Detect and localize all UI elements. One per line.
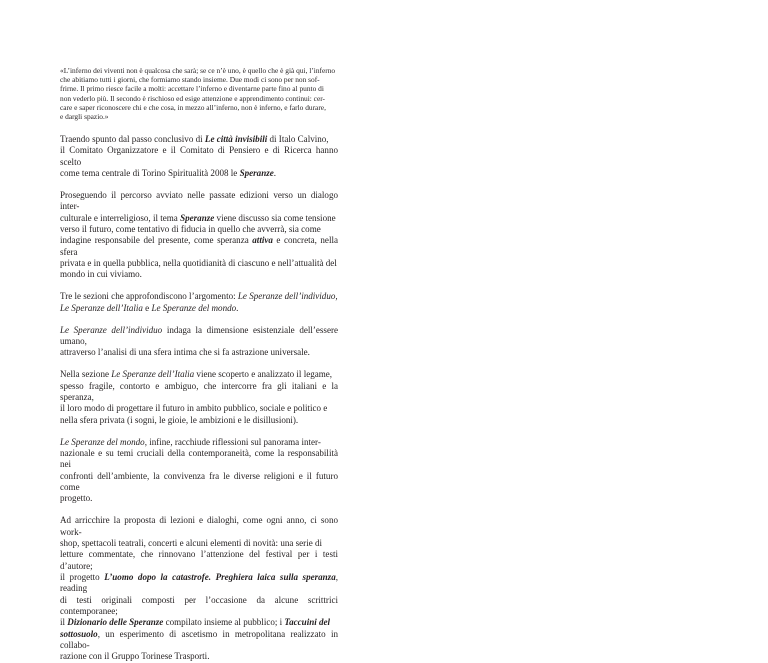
text-run: shop, spettacoli teatrali, concerti e alcuni elementi di novità: una serie di [60,537,323,548]
text-run: mondo in cui viviamo. [60,269,142,280]
quote-line: e dargli spazio.» [60,112,109,122]
section-name: Le Speranze del mondo [60,436,145,447]
text-run: confronti dell’ambiente, la convivenza fra le diverse religioni e il futuro come [60,470,338,492]
section-name: Le Speranze dell’individuo, [237,291,338,302]
text-run: Ad arricchire la proposta di lezioni e dialoghi, come ogni anno, ci sono work- [60,515,338,537]
text-run: nella sfera privata (i sogni, le gioie, le ambizioni e le disillusioni). [60,414,299,425]
text-run: spesso fragile, contorto e ambiguo, che intercorre fra gli italiani e la speranza, [60,380,338,402]
text-run: Traendo spunto dal passo conclusivo di [60,134,205,144]
text-run: verso il futuro, come tentativo di fiducia in quello che avverrà, sia come [60,224,321,234]
text-run: viene discusso sia come tensione [214,212,336,223]
text-run: il Comitato Organizzatore e il Comitato di Pensiero e di Ricerca hanno scelto [60,145,338,167]
paragraph-sections [60,291,338,314]
text-run: il [60,617,68,628]
emphasis: attiva [252,235,273,246]
theme-word: Speranze [180,212,215,223]
text-run: di testi originali composti per l’occasione da alcune scrittrici contemporanee; [60,594,338,616]
paragraph-mondo [60,437,338,505]
text-run: indaga la dimensione esistenziale dell’essere umano, [60,324,338,346]
text-run: come tema centrale di Torino Spiritualità 2008 le [60,168,240,179]
project-title: L’uomo dopo la catastrofe. Preghiera laica sulla speranza [104,571,336,582]
text-run: , reading [60,571,338,594]
text-run: nazionale e su temi cruciali della contemporaneità, come la responsabilità nei [60,447,338,470]
book-title: Le città invisibili [204,134,268,144]
quote-line: «L’inferno dei viventi non è qualcosa che sarà; se ce n’è uno, è quello che è già qui, l’inferno [60,66,336,75]
text-run: Tre le sezioni che approfondiscono l’argomento: [60,291,238,302]
text-run: razione con il Gruppo Torinese Trasporti. [60,651,210,662]
paragraph-theme [60,190,338,281]
text-run: Proseguendo il percorso avviato nelle passate edizioni verso un dialogo inter- [60,189,338,212]
text-run: attraverso l’analisi di una sfera intima che si fa astrazione universale. [60,347,310,358]
section-name: Le Speranze dell’individuo [60,324,163,335]
text-run: indagine responsabile del presente, come speranza [60,235,253,246]
paragraph-intro [60,134,338,179]
text-run: di Italo Calvino, [267,134,329,144]
text-run: . [236,302,239,313]
epigraph-quote [60,66,338,121]
paragraph-italia [60,369,338,426]
quote-line: non vederlo più. Il secondo è rischioso ed esige attenzione e apprendimento continui: cer- [60,93,326,103]
body-text [60,134,338,663]
text-run: Nella sezione [60,369,112,380]
paragraph-events [60,515,338,662]
paragraph-individuo [60,325,338,359]
text-run: il loro modo di progettare il futuro in ambito pubblico, sociale e politico e [60,403,328,414]
project-title: sottosuolo [60,628,98,639]
theme-word: Speranze [239,168,274,179]
quote-line: frirne. Il primo riesce facile a molti: accettare l’inferno e diventarne parte fino al punto di [60,84,324,94]
quote-line: che abitiamo tutti i giorni, che formiamo stando insieme. Due modi ci sono per non sof- [60,75,320,85]
project-title: Taccuini del [284,617,331,628]
section-name: Le Speranze del mondo [151,302,237,313]
text-run: culturale e interreligioso, il tema [60,212,181,223]
section-name: Le Speranze dell’Italia [111,369,195,380]
text-run: progetto. [60,493,93,504]
text-run: viene scoperto e analizzato il legame, [194,369,333,380]
section-name: Le Speranze dell’Italia [60,302,143,313]
text-run: e [142,302,152,313]
text-run: il progetto [60,571,105,582]
text-run: privata e in quella pubblica, nella quotidianità di ciascuno e nell’attualità del [60,258,337,269]
text-run: , infine, racchiude riflessioni sul panorama inter- [144,436,321,447]
text-run: compilato insieme al pubblico; i [163,617,285,628]
text-run: letture commentate, che rinnovano l’attenzione del festival per i testi d’autore; [60,549,338,571]
text-run: . [273,168,277,179]
text-run: , un esperimento di ascetismo in metropolitana realizzato in collabo- [60,628,338,650]
quote-line: care e saper riconoscere chi e che cosa, in mezzo all’inferno, non è inferno, e farlo durare, [60,102,326,112]
text-run: e concreta, nella sfera [60,235,338,257]
project-title: Dizionario delle Speranze [67,617,164,628]
